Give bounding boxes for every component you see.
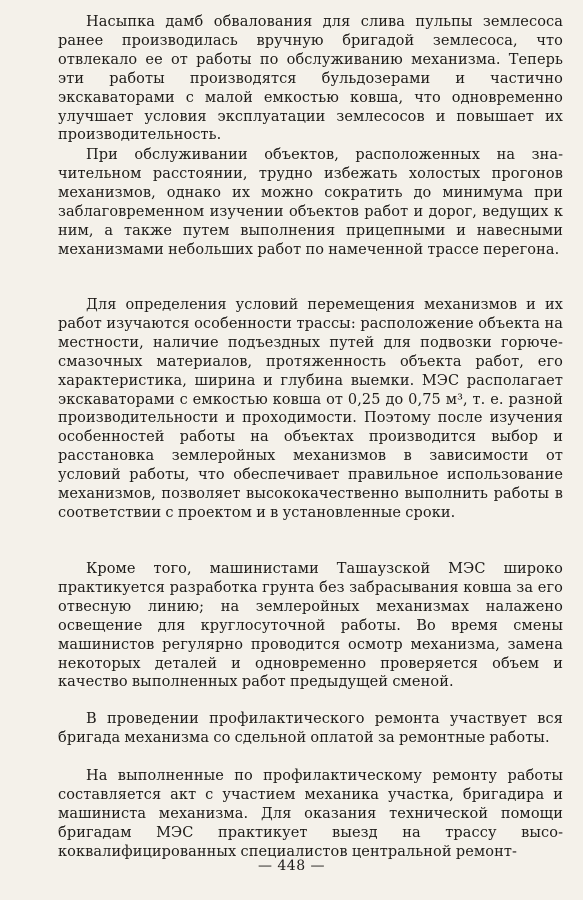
paragraph-3: Для определения условий перемещения механизмов и их работ изучаются особенности трассы: расположение объекта на местности, наличие подъездных путей для подвозки горюче-смазочных материалов, протяженность объекта работ, его характеристика, ширина и глубина выемки. МЭС располагает экскаваторами с емкостью ковша от 0,25 до 0,75 м³, т. е. разной производительности и проходимости. Поэтому после изучения особенностей работы на объектах производится выбор и расстановка землеройных механизмов в зависимости от условий работы, что обеспечивает правильное использование механизмов, позволяет высококачественно выполнить работы в соответствии с проектом и в установленные сроки. xyxy=(58,297,563,521)
paragraph-1: Насыпка дамб обвалования для слива пульпы землесоса ранее производилась вручную бригадой землесоса, что отвлекало ее от работы по обслуживанию механизма. Теперь эти работы производятся бульдозерами и частично экскаваторами с малой емкостью ковша, что одновременно улучшает условия эксплуатации землесосов и повышает их производительность. xyxy=(58,14,563,144)
paragraph-4: Кроме того, машинистами Ташаузской МЭС широко практикуется разработка грунта без забрасывания ковша за его отвесную линию; на землеройных механизмах налажено освещение для круглосуточной работы. Во время смены машинистов регулярно проводится осмотр механизма, замена некоторых деталей и одновременно проверяется объем и качество выполненных работ предыдущей сменой. xyxy=(58,561,563,691)
page-number: — 448 — xyxy=(257,858,326,874)
paragraph-5: В проведении профилактического ремонта участвует вся бригада механизма со сдельной оплатой за ремонтные работы. xyxy=(58,711,563,746)
paragraph-2: При обслуживании объектов, расположенных на значительном расстоянии, трудно избежать холостых прогонов механизмов, однако их можно сократить до минимума при заблаговременном изучении объектов работ и дорог, ведущих к ним, а также путем выполнения прицепными и навесными механизмами небольших работ по намеченной трассе перегона. xyxy=(58,147,563,258)
paragraph-6: На выполненные по профилактическому ремонту работы составляется акт с участием механика участка, бригадира и машиниста механизма. Для оказания технической помощи бригадам МЭС практикует выезд на трассу высококвалифицированных специалистов центральной ремонт- xyxy=(58,768,563,860)
